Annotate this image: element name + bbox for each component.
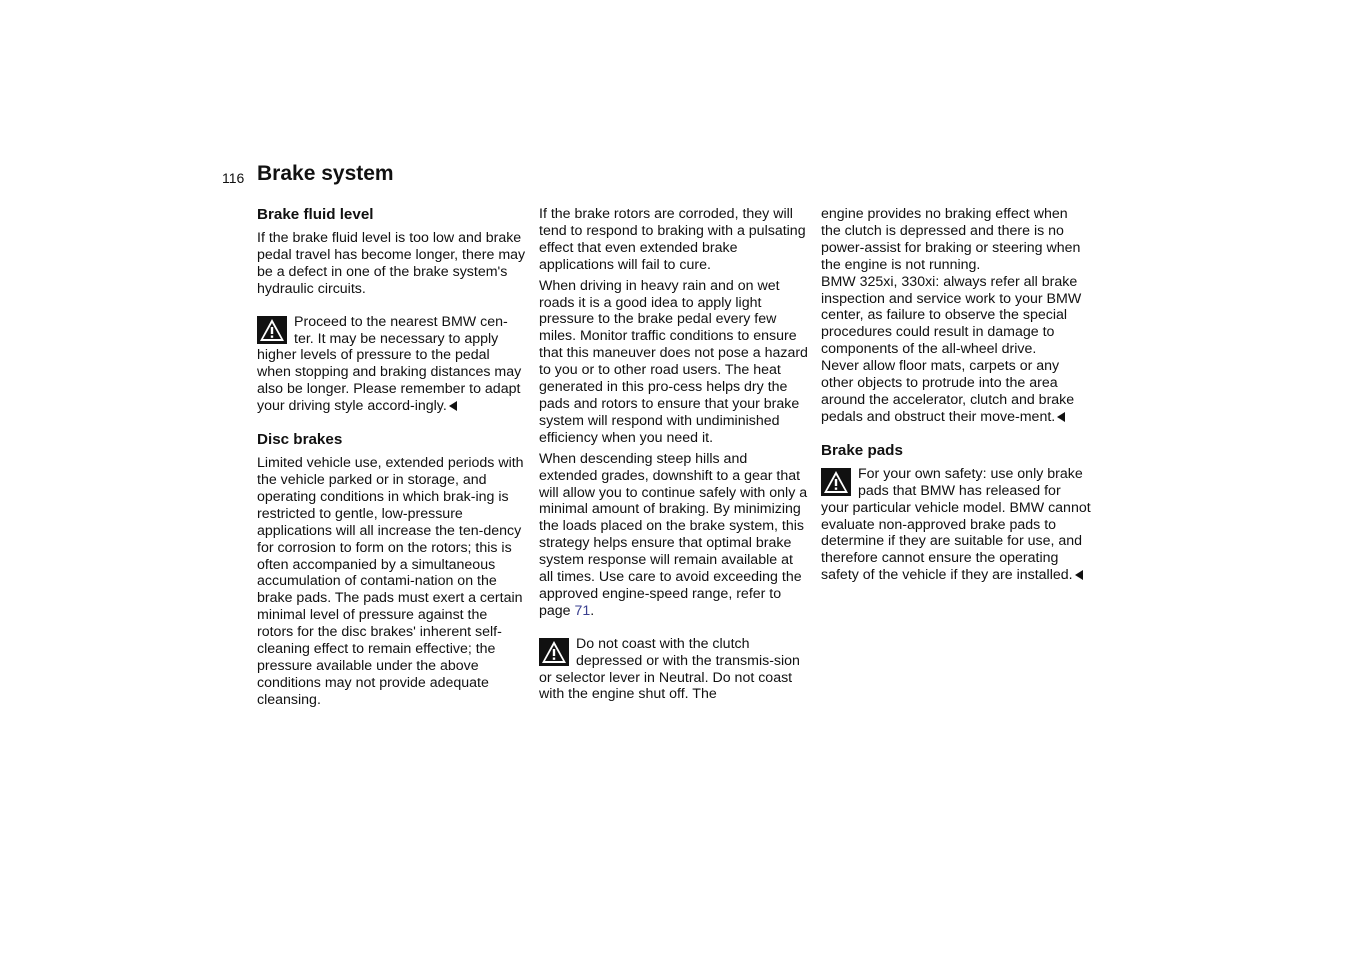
paragraph-descending-hills <box>539 451 809 620</box>
warning-text-coasting: Do not coast with the clutch depressed or with the transmis-sion or selector lever in Neutral. Do not coast with the engine shut off. The <box>539 635 800 703</box>
page-reference-link[interactable]: 71 <box>574 602 591 619</box>
descending-text: When descending steep hills and extended grades, downshift to a gear that will allow you to continue safely with only a minimal amount of braking. By minimizing the loads placed on the brake system, this strategy helps ensure that optimal brake system response will remain available at all times. Use care to avoid exceeding the approved engine-speed range, refer to page <box>539 450 808 619</box>
paragraph-disc-brakes: Limited vehicle use, extended periods with the vehicle parked or in storage, and operating conditions in which brak-ing is restricted to gentle, low-pressure applications will all increase the ten-dency for corrosion to form on the rotors; this is often accompanied by a simultaneous accumulation of contami-nation on the brake pads. The pads must exert a certain minimal level of pressure against the rotors for the disc brakes' inherent self-cleaning effect to remain effective; the pressure available under the above conditions may not provide adequate cleansing. <box>257 455 524 708</box>
page-number: 116 <box>222 170 245 186</box>
warning-note-coasting <box>539 636 809 704</box>
end-mark-icon <box>1057 412 1065 422</box>
paragraph-xi-models: BMW 325xi, 330xi: always refer all brake inspection and service work to your BMW center, as failure to observe the special procedures could result in damage to components of the all-wheel drive. <box>821 273 1082 358</box>
warning-text-fluid: Proceed to the nearest BMW cen-ter. It may be necessary to apply higher levels of pressure to the pedal when stopping and braking distances may also be longer. Please remember to adapt your driving style accord-ingly. <box>257 313 522 415</box>
column-1 <box>257 206 527 713</box>
end-mark-icon <box>449 401 457 411</box>
heading-disc-brakes: Disc brakes <box>257 431 343 449</box>
column-2 <box>539 206 809 715</box>
column-3 <box>821 206 1091 584</box>
paragraph-coasting-continued: engine provides no braking effect when the clutch is depressed and there is no power-assist for braking or steering when the engine is not running. <box>821 206 1081 273</box>
paragraph-brake-fluid: If the brake fluid level is too low and brake pedal travel has become longer, there may be a defect in one of the brake system's hydraulic circuits. <box>257 230 526 297</box>
descending-text-end: . <box>590 602 595 619</box>
warning-note-fluid <box>257 314 527 415</box>
warning-note-pads <box>821 466 1091 584</box>
paragraph-corroded-rotors: If the brake rotors are corroded, they will tend to respond to braking with a pulsating effect that even extended brake applications will fail to cure. <box>539 206 806 273</box>
paragraph-floor-mats <box>821 358 1091 426</box>
end-mark-icon <box>1075 570 1083 580</box>
warning-triangle-icon <box>257 316 287 344</box>
paragraph-wet-roads: When driving in heavy rain and on wet roads it is a good idea to apply light pressure to the brake pedal every few miles. Monitor traffic conditions to ensure that this maneuver does not pose a hazard to you or to other road users. The heat generated in this pro-cess helps dry the pads and rotors to ensure that your brake system will respond with undiminished efficiency when you need it. <box>539 277 808 446</box>
floor-mats-text: Never allow floor mats, carpets or any other objects to protrude into the area around the accelerator, clutch and brake pedals and obstruct their move-ment. <box>821 358 1075 425</box>
warning-triangle-icon <box>539 638 569 666</box>
warning-text-pads: For your own safety: use only brake pads that BMW has released for your particular vehicle model. BMW cannot evaluate non-approved brake pads to determine if they are suitable for use, and therefore cannot ensure the operating safety of the vehicle if they are installed. <box>821 465 1091 584</box>
heading-brake-fluid-level: Brake fluid level <box>257 206 374 223</box>
page-title: Brake system <box>257 162 394 185</box>
heading-brake-pads: Brake pads <box>821 441 903 459</box>
warning-triangle-icon <box>821 468 851 496</box>
